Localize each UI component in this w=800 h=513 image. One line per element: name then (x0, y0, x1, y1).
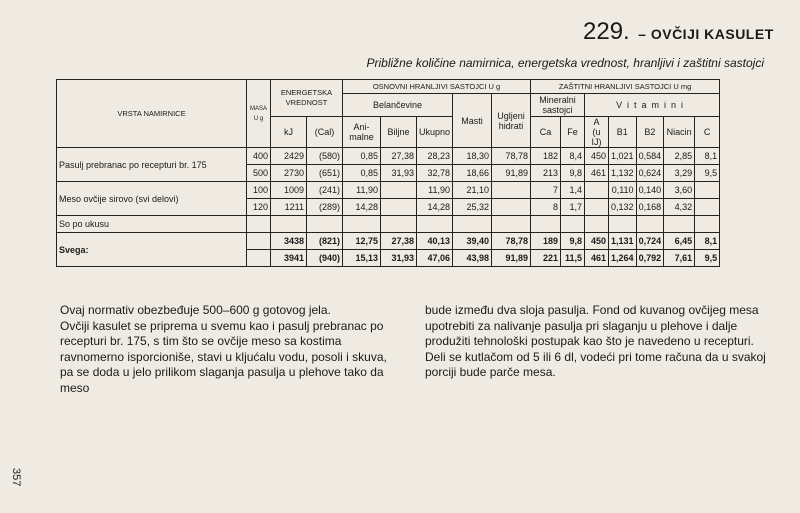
cell-ugljeni: 91,89 (492, 250, 531, 267)
cell-ca: 189 (531, 233, 561, 250)
cell-masti: 25,32 (453, 199, 492, 216)
cell-animalne: 15,13 (343, 250, 381, 267)
cell-niacin: 3,60 (664, 182, 695, 199)
cell-cal: (940) (307, 250, 343, 267)
cell-niacin: 7,61 (664, 250, 695, 267)
cell-ugljeni: 78,78 (492, 148, 531, 165)
col-head-biljne: Biljne (381, 117, 417, 148)
cell-biljne: 27,38 (381, 233, 417, 250)
cell-animalne: 0,85 (343, 148, 381, 165)
cell-fe: 1,4 (561, 182, 585, 199)
cell-niacin: 3,29 (664, 165, 695, 182)
cell-b2: 0,624 (636, 165, 664, 182)
paragraph: Ovaj normativ obezbeđuje 500–600 g gotovog jela. (60, 303, 331, 317)
cell-masa (247, 250, 271, 267)
food-name: Pasulj prebranac po recepturi br. 175 (57, 148, 247, 182)
cell-niacin: 2,85 (664, 148, 695, 165)
cell-masa: 120 (247, 199, 271, 216)
cell-c (695, 199, 720, 216)
cell-fe: 9,8 (561, 165, 585, 182)
cell-masa: 100 (247, 182, 271, 199)
cell-biljne: 27,38 (381, 148, 417, 165)
table-row (57, 216, 720, 233)
cell-a: 450 (585, 148, 609, 165)
cell-fe: 1,7 (561, 199, 585, 216)
cell-biljne: 31,93 (381, 165, 417, 182)
col-head-c: C (695, 117, 720, 148)
paragraph: Deli se kutlačom od 5 ili 6 dl, vodeći pri tome računa da u svakoj porciji bude parče mesa. (425, 349, 766, 380)
cell-kj: 3438 (271, 233, 307, 250)
cell-ugljeni: 91,89 (492, 165, 531, 182)
table-row (57, 182, 720, 199)
col-head-animalne: Ani- malne (343, 117, 381, 148)
cell-a: 450 (585, 233, 609, 250)
total-label: Svega: (57, 233, 247, 267)
cell-ukupno: 28,23 (417, 148, 453, 165)
cell-ca: 8 (531, 199, 561, 216)
cell-ugljeni: 78,78 (492, 233, 531, 250)
cell-ugljeni (492, 199, 531, 216)
col-head-fe: Fe (561, 117, 585, 148)
cell-niacin: 4,32 (664, 199, 695, 216)
cell-c: 9,5 (695, 250, 720, 267)
cell-masti: 21,10 (453, 182, 492, 199)
paragraph: bude između dva sloja pasulja. Fond od kuvanog ovčijeg mesa upotrebiti za nalivanje pasulja pri slaganju u plehove i dalje produžiti tehnološki postupak kao što je navedeno u recepturi. (425, 303, 759, 349)
cell-a: 461 (585, 165, 609, 182)
cell-animalne: 12,75 (343, 233, 381, 250)
cell-ukupno: 47,06 (417, 250, 453, 267)
cell-masti: 39,40 (453, 233, 492, 250)
col-head-b2: B2 (636, 117, 664, 148)
total-row (57, 233, 720, 250)
cell-masa: 500 (247, 165, 271, 182)
col-head-energ: ENERGETSKA VREDNOST (271, 80, 343, 117)
cell-c (695, 182, 720, 199)
cell-b1: 1,131 (609, 233, 637, 250)
col-head-ca: Ca (531, 117, 561, 148)
col-head-vrsta: VRSTA NAMIRNICE (57, 80, 247, 148)
cell-b1: 0,132 (609, 199, 637, 216)
cell-ukupno: 11,90 (417, 182, 453, 199)
cell-cal: (821) (307, 233, 343, 250)
cell-b1: 1,132 (609, 165, 637, 182)
cell-a (585, 182, 609, 199)
table-subtitle: Približne količine namirnica, energetska vrednost, hranljivi i zaštitni sastojci (366, 56, 764, 70)
text-column-left (60, 303, 398, 397)
cell-kj: 2429 (271, 148, 307, 165)
col-head-belancevine: Belančevine (343, 94, 453, 117)
cell-kj: 3941 (271, 250, 307, 267)
col-head-masti: Masti (453, 94, 492, 148)
cell-b2: 0,584 (636, 148, 664, 165)
recipe-title (583, 18, 774, 46)
col-head-cal: (Cal) (307, 117, 343, 148)
cell-b2: 0,168 (636, 199, 664, 216)
col-head-masa: MASA U g (247, 80, 271, 148)
cell-ugljeni (492, 182, 531, 199)
cell-b2: 0,724 (636, 233, 664, 250)
nutrition-table (56, 79, 720, 267)
cell-kj: 2730 (271, 165, 307, 182)
food-name: So po ukusu (57, 216, 247, 233)
cell-masti: 18,66 (453, 165, 492, 182)
col-head-kj: kJ (271, 117, 307, 148)
food-name: Meso ovčije sirovo (svi delovi) (57, 182, 247, 216)
cell-c: 8,1 (695, 233, 720, 250)
cell-a: 461 (585, 250, 609, 267)
cell-cal: (289) (307, 199, 343, 216)
col-head-ugljeni: Ugljeni hidrati (492, 94, 531, 148)
page-number: 357 (10, 468, 22, 487)
col-head-mineralni: Mineralni sastojci (531, 94, 585, 117)
col-head-b1: B1 (609, 117, 637, 148)
cell-biljne: 31,93 (381, 250, 417, 267)
table-row (57, 148, 720, 165)
cell-kj: 1009 (271, 182, 307, 199)
paragraph: Ovčiji kasulet se priprema u svemu kao i pasulj prebranac po recepturi br. 175, s tim što se ovčije meso sa kostima ravnomerno isporcioniše, stavi u kljućalu vodu, posoli i skuva, pa se doda u jelo prilikom slaganja pasulja u plehove tako da meso (60, 318, 387, 395)
cell-masti: 18,30 (453, 148, 492, 165)
cell-kj: 1211 (271, 199, 307, 216)
cell-fe: 9,8 (561, 233, 585, 250)
col-head-a: A (u IJ) (585, 117, 609, 148)
cell-cal: (580) (307, 148, 343, 165)
cell-ukupno: 40,13 (417, 233, 453, 250)
cell-masa: 400 (247, 148, 271, 165)
col-head-zastitni: ZAŠTITNI HRANLJIVI SASTOJCI U mg (531, 80, 720, 94)
cell-a (585, 199, 609, 216)
col-head-ukupno: Ukupno (417, 117, 453, 148)
cell-c: 9,5 (695, 165, 720, 182)
show-through-text (470, 470, 770, 492)
col-head-vitamini: Vitamini (585, 94, 720, 117)
recipe-number: 229. (583, 18, 630, 45)
cell-ca: 7 (531, 182, 561, 199)
cell-animalne: 14,28 (343, 199, 381, 216)
cell-b1: 1,264 (609, 250, 637, 267)
cell-b1: 0,110 (609, 182, 637, 199)
cell-b2: 0,140 (636, 182, 664, 199)
cell-masti: 43,98 (453, 250, 492, 267)
cell-b2: 0,792 (636, 250, 664, 267)
cell-fe: 11,5 (561, 250, 585, 267)
cell-biljne (381, 199, 417, 216)
cell-biljne (381, 182, 417, 199)
cell-masa (247, 233, 271, 250)
col-head-osnovni: OSNOVNI HRANLJIVI SASTOJCI U g (343, 80, 531, 94)
cell-animalne: 11,90 (343, 182, 381, 199)
text-column-right (425, 303, 770, 381)
col-head-niacin: Niacin (664, 117, 695, 148)
header-row-1 (57, 80, 720, 94)
cell-animalne: 0,85 (343, 165, 381, 182)
cell-fe: 8,4 (561, 148, 585, 165)
cell-ca: 182 (531, 148, 561, 165)
cell-b1: 1,021 (609, 148, 637, 165)
cell-cal: (241) (307, 182, 343, 199)
cell-niacin: 6,45 (664, 233, 695, 250)
cell-ca: 213 (531, 165, 561, 182)
recipe-name: – OVČIJI KASULET (638, 26, 774, 42)
cell-ukupno: 32,78 (417, 165, 453, 182)
cell-ca: 221 (531, 250, 561, 267)
cell-c: 8,1 (695, 148, 720, 165)
cell-ukupno: 14,28 (417, 199, 453, 216)
cell-cal: (651) (307, 165, 343, 182)
